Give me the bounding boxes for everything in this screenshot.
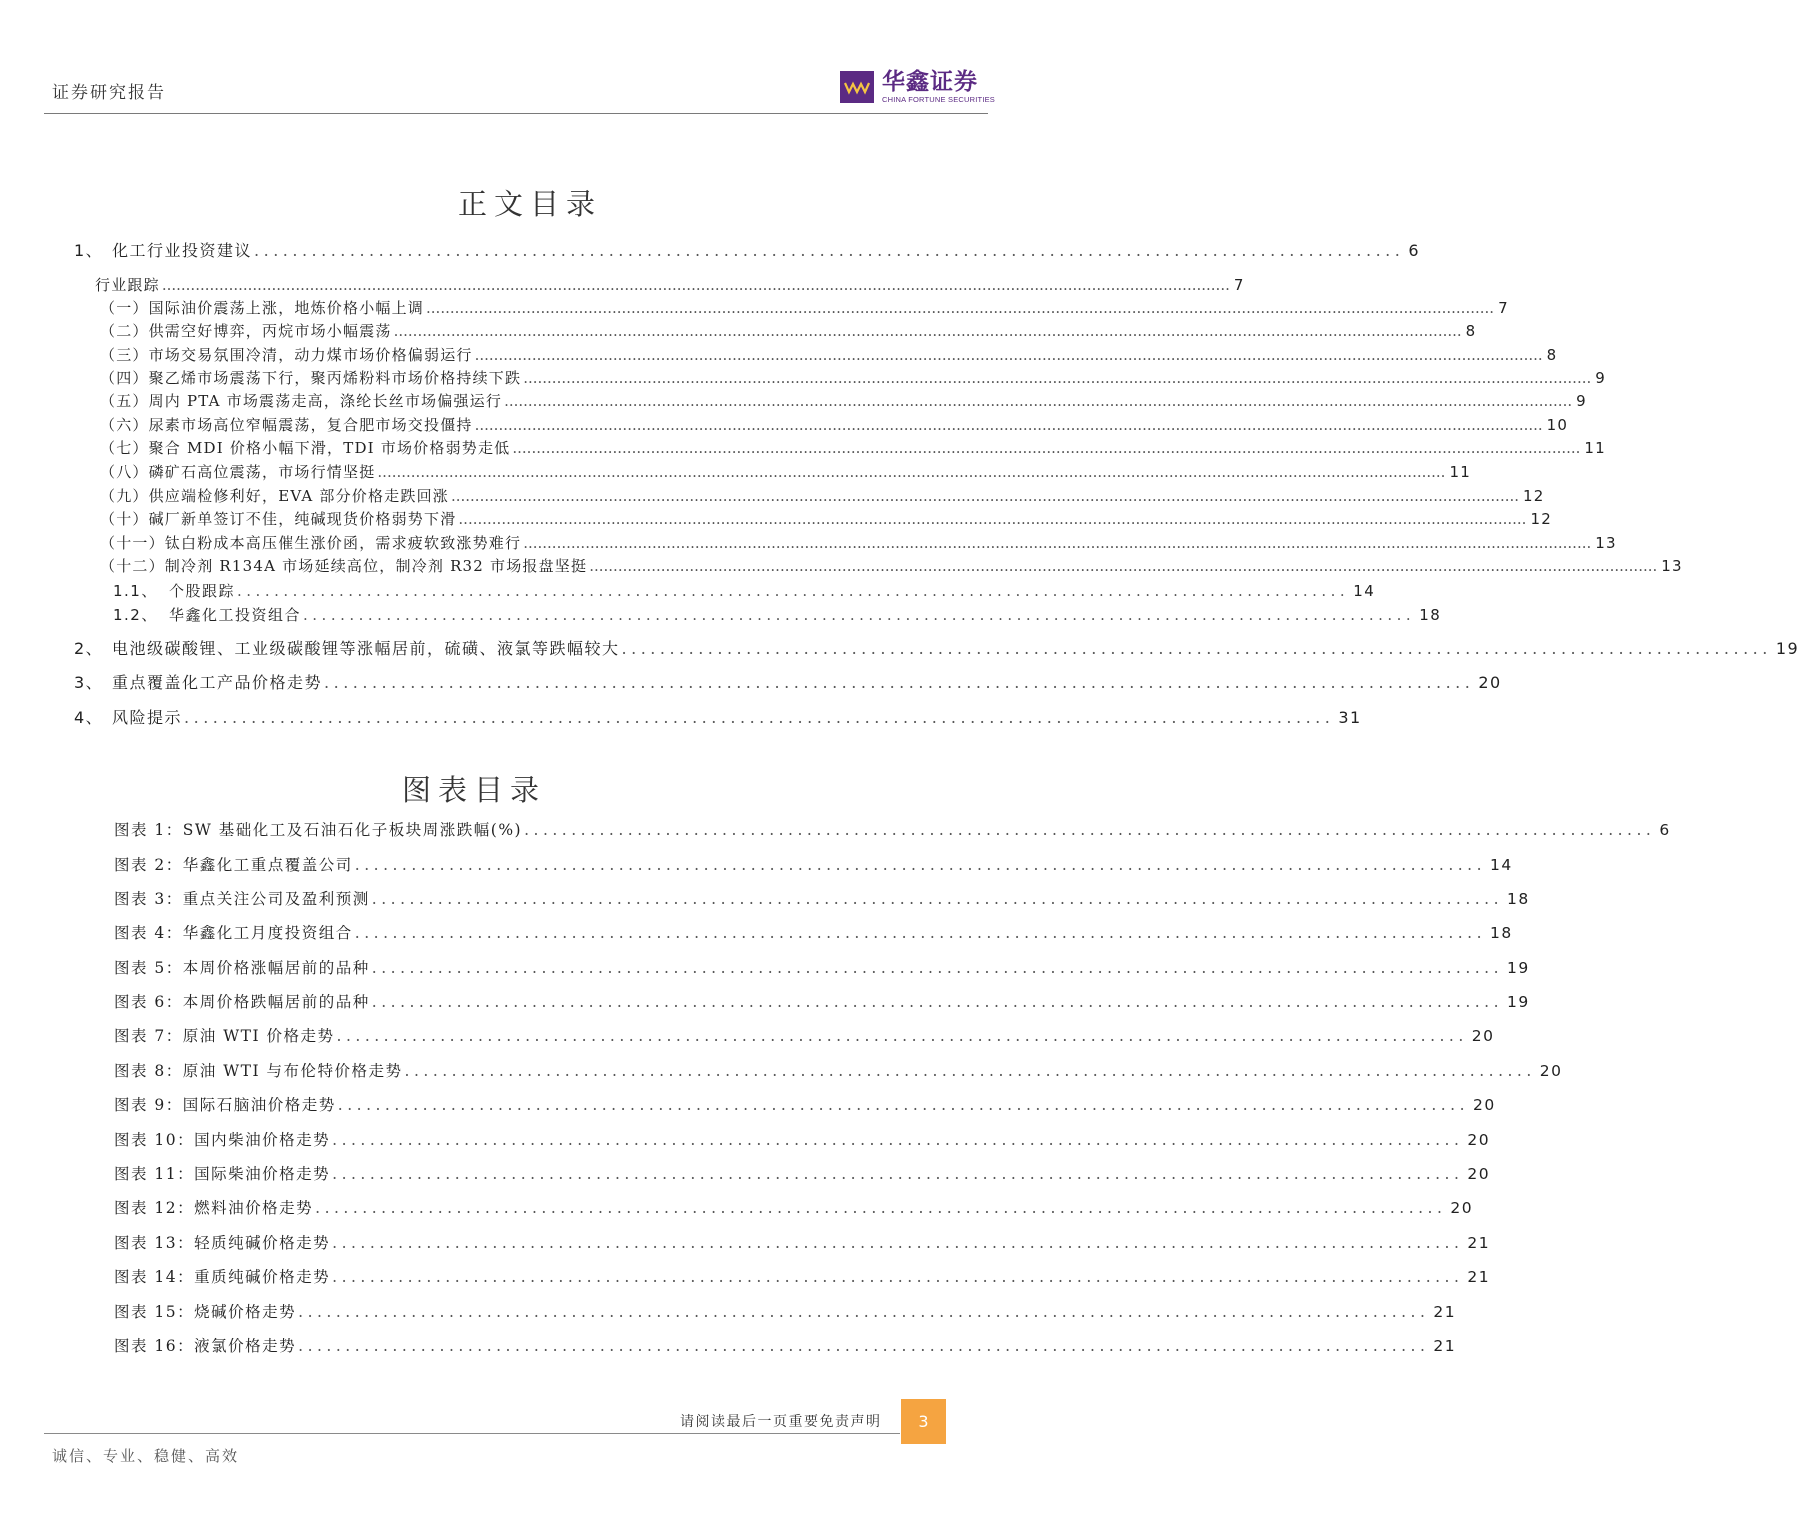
leader-dots: ................................................................................................................................................................................................................................	[377, 463, 1446, 481]
company-logo	[840, 70, 995, 104]
figure-entry[interactable]	[114, 1024, 1495, 1048]
toc-subentry[interactable]	[100, 390, 1587, 412]
figure-entry-title: 图表 12：燃料油价格走势	[114, 1199, 314, 1217]
toc-subentry[interactable]	[95, 274, 1245, 296]
leader-dots: ................................................................................................................................................................................................................................	[426, 299, 1495, 317]
figure-entry-title: 图表 3：重点关注公司及盈利预测	[114, 890, 370, 908]
toc-entry-title: （八）磷矿石高位震荡，市场行情坚挺	[100, 463, 376, 481]
leader-dots: ........................................................................................................................	[332, 1165, 1464, 1183]
toc-entry-title: 重点覆盖化工产品价格走势	[112, 673, 323, 692]
toc-entry-number: 2、	[74, 639, 104, 658]
toc-entry-page: 9	[1576, 392, 1587, 410]
toc-entry-page: 11	[1449, 463, 1471, 481]
leader-dots: ................................................................................................................................................................................................................................	[474, 416, 1543, 434]
toc-entry-title: （九）供应端检修利好，EVA 部分价格走跌回涨	[100, 487, 449, 505]
figure-entry[interactable]	[114, 1162, 1491, 1186]
figure-entry[interactable]	[114, 1128, 1491, 1152]
toc-entry-title: 化工行业投资建议	[112, 241, 253, 260]
figure-entry-page: 21	[1433, 1337, 1457, 1355]
toc-entry-page: 31	[1338, 708, 1362, 727]
toc-entry[interactable]	[74, 637, 1799, 661]
figure-entry-title: 图表 16：液氯价格走势	[114, 1337, 297, 1355]
figure-entry-page: 20	[1473, 1096, 1496, 1114]
toc-entry-title: 风险提示	[112, 708, 183, 727]
toc-entry-page: 12	[1523, 487, 1545, 505]
toc-entry-page: 11	[1584, 439, 1606, 457]
figure-entry[interactable]	[114, 1300, 1457, 1324]
figure-entry-title: 图表 8：原油 WTI 与布伦特价格走势	[114, 1062, 403, 1080]
figure-entry-title: 图表 14：重质纯碱价格走势	[114, 1268, 331, 1286]
toc-title: 正文目录	[458, 187, 603, 221]
leader-dots: ........................................................................................................................	[332, 1268, 1464, 1286]
toc-entry-title: 华鑫化工投资组合	[169, 606, 302, 624]
leader-dots: ........................................................................................................................	[524, 821, 1656, 839]
toc-entry-page: 10	[1546, 416, 1569, 434]
leader-dots: ................................................................................................................................................................................................................................	[504, 392, 1573, 410]
leader-dots: ........................................................................................................................	[254, 241, 1405, 260]
toc-entry[interactable]	[74, 706, 1362, 730]
toc-subentry[interactable]	[100, 532, 1617, 554]
toc-entry-title: （十一）钛白粉成本高压催生涨价函，需求疲软致涨势难行	[100, 534, 522, 552]
figure-entry-page: 20	[1467, 1165, 1491, 1183]
figure-entry-title: 图表 9：国际石脑油价格走势	[114, 1096, 336, 1114]
figure-entry-page: 19	[1507, 959, 1530, 977]
leader-dots: ........................................................................................................................	[371, 890, 1504, 908]
fortune-logo-icon	[840, 71, 874, 103]
figure-entry-page: 21	[1433, 1303, 1457, 1321]
logo-english-name: CHINA FORTUNE SECURITIES	[882, 95, 996, 104]
figure-entry-page: 6	[1659, 821, 1671, 839]
company-slogan: 诚信、专业、稳健、高效	[52, 1447, 240, 1465]
leader-dots: ........................................................................................................................	[336, 1027, 1468, 1045]
toc-subentry[interactable]	[100, 485, 1545, 507]
toc-entry-title: （四）聚乙烯市场震荡下行，聚丙烯粉料市场价格持续下跌	[100, 369, 522, 387]
figure-entry[interactable]	[114, 1231, 1491, 1255]
leader-dots: ........................................................................................................................	[298, 1337, 1430, 1355]
leader-dots: ................................................................................................................................................................................................................................	[458, 510, 1527, 528]
toc-entry-title: （一）国际油价震荡上涨，地炼价格小幅上调	[100, 299, 425, 317]
toc-entry-page: 12	[1530, 510, 1552, 528]
figure-entry[interactable]	[114, 921, 1513, 945]
toc-subentry[interactable]	[100, 461, 1471, 483]
figure-entry-page: 18	[1507, 890, 1530, 908]
figure-entry-title: 图表 7：原油 WTI 价格走势	[114, 1027, 335, 1045]
figure-entry-title: 图表 11：国际柴油价格走势	[114, 1165, 331, 1183]
figure-entry-title: 图表 2：华鑫化工重点覆盖公司	[114, 856, 353, 874]
figure-entry[interactable]	[114, 1196, 1474, 1220]
figure-entry[interactable]	[114, 887, 1530, 911]
figure-entry-page: 20	[1539, 1062, 1563, 1080]
figure-entry-title: 图表 1：SW 基础化工及石油石化子板块周涨跌幅(%)	[114, 821, 523, 839]
figure-entry[interactable]	[114, 1334, 1457, 1358]
figure-entry[interactable]	[114, 1093, 1496, 1117]
leader-dots: ................................................................................................................................................................................................................................	[474, 346, 1543, 364]
toc-entry-title: （三）市场交易氛围冷清，动力煤市场价格偏弱运行	[100, 346, 473, 364]
toc-entry-title: （六）尿素市场高位窄幅震荡，复合肥市场交投僵持	[100, 416, 473, 434]
leader-dots: ........................................................................................................................	[184, 708, 1335, 727]
toc-subentry[interactable]	[100, 344, 1558, 366]
toc-entry-title: （七）聚合 MDI 价格小幅下滑，TDI 市场价格弱势走低	[100, 439, 511, 457]
toc-entry-title: 行业跟踪	[95, 276, 160, 294]
toc-entry-page: 19	[1775, 639, 1799, 658]
leader-dots: ................................................................................................................................................................................................................................	[393, 322, 1462, 340]
toc-entry-page: 7	[1498, 299, 1509, 317]
toc-entry-page: 8	[1546, 346, 1558, 364]
figure-entry[interactable]	[114, 1265, 1491, 1289]
header-divider	[44, 113, 988, 114]
leader-dots: ................................................................................................................................................................................................................................	[450, 487, 1520, 505]
toc-subentry[interactable]	[113, 603, 1442, 627]
figure-entry[interactable]	[114, 990, 1530, 1014]
leader-dots: ........................................................................................................................	[332, 1131, 1464, 1149]
toc-entry-page: 13	[1661, 557, 1683, 575]
toc-entry-title: （十）碱厂新单签订不佳，纯碱现货价格弱势下滑	[100, 510, 457, 528]
figure-entry-page: 14	[1490, 856, 1513, 874]
leader-dots: ................................................................................................................................................................................................................................	[523, 534, 1592, 552]
toc-subentry[interactable]	[100, 555, 1683, 577]
toc-entry-number: 4、	[74, 708, 104, 727]
footer-divider	[44, 1433, 900, 1434]
toc-entry[interactable]	[74, 671, 1502, 695]
toc-entry-page: 9	[1595, 369, 1606, 387]
toc-entry-page: 14	[1353, 582, 1376, 600]
report-type-label: 证券研究报告	[52, 83, 166, 103]
toc-entry-page: 7	[1233, 276, 1245, 294]
leader-dots: ........................................................................................................................	[332, 1234, 1464, 1252]
leader-dots: ........................................................................................................................	[354, 856, 1487, 874]
figure-entry-page: 21	[1467, 1268, 1491, 1286]
leader-dots: ........................................................................................................................	[621, 639, 1772, 658]
figure-entry-page: 20	[1450, 1199, 1474, 1217]
figure-entry-title: 图表 15：烧碱价格走势	[114, 1303, 297, 1321]
figure-entry-title: 图表 4：华鑫化工月度投资组合	[114, 924, 353, 942]
disclaimer-note: 请阅读最后一页重要免责声明	[680, 1414, 882, 1430]
page-number: 3	[901, 1399, 946, 1444]
logo-chinese-name: 华鑫证券	[882, 69, 978, 95]
toc-entry-page: 8	[1465, 322, 1477, 340]
toc-entry-title: 个股跟踪	[169, 582, 236, 600]
toc-subentry[interactable]	[100, 297, 1509, 319]
toc-entry-title: （二）供需空好博弈，丙烷市场小幅震荡	[100, 322, 392, 340]
leader-dots: ................................................................................................................................................................................................................................	[161, 276, 1230, 294]
toc-subentry[interactable]	[100, 367, 1606, 389]
figure-entry-page: 19	[1507, 993, 1530, 1011]
figure-entry-title: 图表 6：本周价格跌幅居前的品种	[114, 993, 370, 1011]
toc-entry[interactable]	[74, 239, 1421, 263]
toc-subentry[interactable]	[100, 508, 1552, 530]
toc-entry-number: 3、	[74, 673, 104, 692]
toc-entry-page: 6	[1408, 241, 1421, 260]
leader-dots: ................................................................................................................................................................................................................................	[589, 557, 1658, 575]
toc-entry-number: 1.2、	[113, 606, 158, 624]
toc-entry-number: 1.1、	[113, 582, 158, 600]
toc-entry-page: 18	[1419, 606, 1442, 624]
figures-title: 图表目录	[402, 773, 547, 807]
figure-entry[interactable]	[114, 818, 1671, 842]
leader-dots: ........................................................................................................................	[354, 924, 1487, 942]
leader-dots: ........................................................................................................................	[324, 673, 1475, 692]
figure-entry-title: 图表 10：国内柴油价格走势	[114, 1131, 331, 1149]
figure-entry-page: 20	[1471, 1027, 1495, 1045]
figure-entry-title: 图表 13：轻质纯碱价格走势	[114, 1234, 331, 1252]
toc-entry-title: （五）周内 PTA 市场震荡走高，涤纶长丝市场偏强运行	[100, 392, 503, 410]
leader-dots: ........................................................................................................................	[303, 606, 1416, 624]
figure-entry[interactable]	[114, 1059, 1563, 1083]
toc-subentry[interactable]	[100, 414, 1569, 436]
toc-entry-title: 电池级碳酸锂、工业级碳酸锂等涨幅居前，硫磺、液氯等跌幅较大	[112, 639, 620, 658]
leader-dots: ........................................................................................................................	[371, 993, 1504, 1011]
figure-entry-title: 图表 5：本周价格涨幅居前的品种	[114, 959, 370, 977]
leader-dots: ........................................................................................................................	[337, 1096, 1470, 1114]
leader-dots: ........................................................................................................................	[298, 1303, 1430, 1321]
toc-entry-page: 13	[1595, 534, 1617, 552]
toc-entry-title: （十二）制冷剂 R134A 市场延续高位，制冷剂 R32 市场报盘坚挺	[100, 557, 588, 575]
toc-entry-page: 20	[1478, 673, 1502, 692]
leader-dots: ........................................................................................................................	[315, 1199, 1447, 1217]
leader-dots: ........................................................................................................................	[371, 959, 1504, 977]
figure-entry-page: 20	[1467, 1131, 1491, 1149]
figure-entry[interactable]	[114, 853, 1513, 877]
toc-subentry[interactable]	[100, 320, 1477, 342]
toc-entry-number: 1、	[74, 241, 104, 260]
figure-entry-page: 21	[1467, 1234, 1491, 1252]
leader-dots: ................................................................................................................................................................................................................................	[512, 439, 1581, 457]
leader-dots: ........................................................................................................................	[237, 582, 1350, 600]
leader-dots: ................................................................................................................................................................................................................................	[523, 369, 1592, 387]
toc-subentry[interactable]	[100, 437, 1606, 459]
toc-subentry[interactable]	[113, 579, 1376, 603]
figure-entry[interactable]	[114, 956, 1530, 980]
leader-dots: ........................................................................................................................	[404, 1062, 1536, 1080]
figure-entry-page: 18	[1490, 924, 1513, 942]
